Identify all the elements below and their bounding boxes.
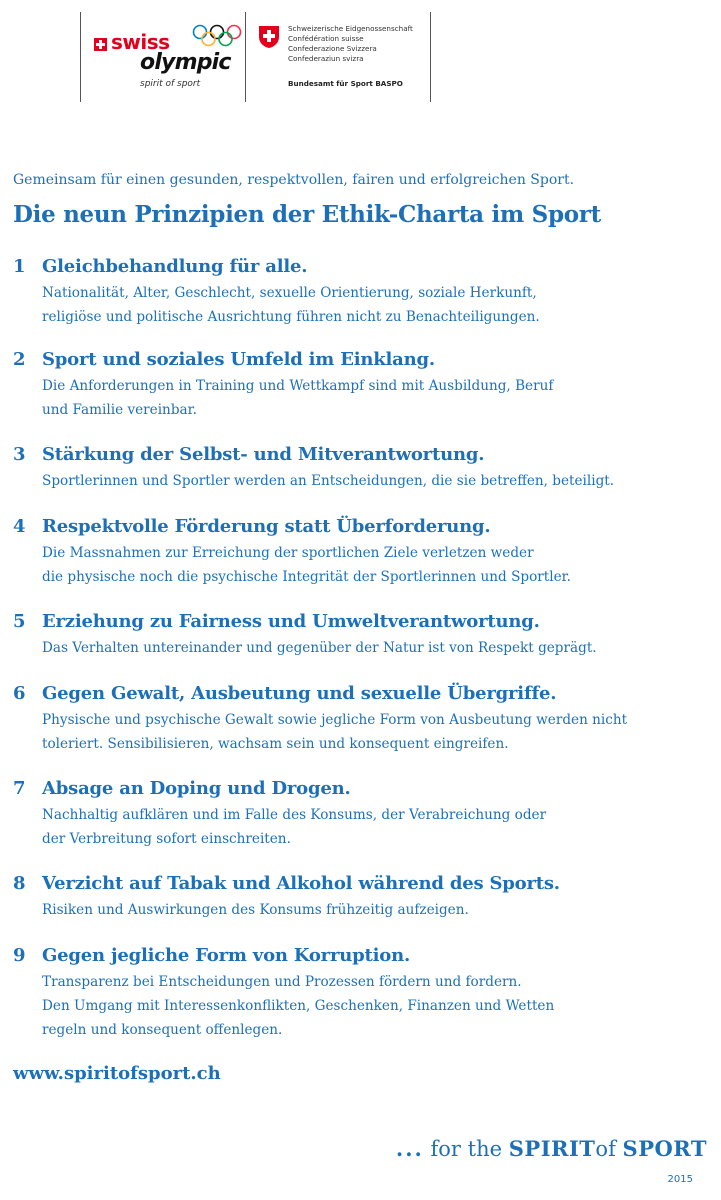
header <box>0 0 721 110</box>
description-line: der Verbreitung sofort einschreiten. <box>42 831 291 847</box>
principle-description <box>42 970 554 1042</box>
slogan-spirit: SPIRIT <box>508 1136 596 1161</box>
slogan-dots: ... <box>395 1136 424 1161</box>
logo-swiss-text: swiss <box>111 30 170 54</box>
principle-description <box>42 803 546 851</box>
confederation-line: Schweizerische Eidgenossenschaft <box>288 24 413 33</box>
description-line: regeln und konsequent offenlegen. <box>42 1022 283 1038</box>
principle-number: 6 <box>13 683 26 704</box>
description-line: und Familie vereinbar. <box>42 402 197 418</box>
confederation-line: Confédération suisse <box>288 34 364 43</box>
baspo-office-name: Bundesamt für Sport BASPO <box>288 79 403 88</box>
description-line: toleriert. Sensibilisieren, wachsam sein und konsequent eingreifen. <box>42 736 509 752</box>
principle-heading: Absage an Doping und Drogen. <box>42 778 351 799</box>
principle-heading: Gegen Gewalt, Ausbeutung und sexuelle Übergriffe. <box>42 683 557 704</box>
description-line: Nationalität, Alter, Geschlecht, sexuelle Orientierung, soziale Herkunft, <box>42 285 537 301</box>
divider-line <box>430 12 431 102</box>
slogan-prefix: for the <box>430 1137 503 1161</box>
principle-heading: Verzicht auf Tabak und Alkohol während des Sports. <box>42 873 560 894</box>
principle-number: 9 <box>13 945 26 966</box>
description-line: Nachhaltig aufklären und im Falle des Konsums, der Verabreichung oder <box>42 807 547 823</box>
slogan-sport: SPORT <box>622 1136 707 1161</box>
principle-heading: Erziehung zu Fairness und Umweltverantwortung. <box>42 611 540 632</box>
principle-heading: Sport und soziales Umfeld im Einklang. <box>42 349 435 370</box>
principle-heading: Stärkung der Selbst- und Mitverantwortung. <box>42 444 485 465</box>
footer-slogan <box>396 1136 707 1161</box>
confederation-names <box>288 24 413 64</box>
description-line: die physische noch die psychische Integrität der Sportlerinnen und Sportler. <box>42 569 571 585</box>
principle-heading: Gegen jegliche Form von Korruption. <box>42 945 411 966</box>
principle-description <box>42 541 571 589</box>
swiss-olympic-logo <box>92 22 237 92</box>
description-line: Das Verhalten untereinander und gegenüber der Natur ist von Respekt geprägt. <box>42 640 597 656</box>
confederation-logo <box>256 24 426 94</box>
divider-line <box>245 12 246 102</box>
principle-description <box>42 469 614 493</box>
logo-tagline: spirit of sport <box>140 79 201 89</box>
website-link[interactable]: www.spiritofsport.ch <box>13 1063 221 1084</box>
description-line: Transparenz bei Entscheidungen und Prozessen fördern und fordern. <box>42 974 522 990</box>
principle-number: 3 <box>13 444 26 465</box>
confederation-line: Confederaziun svizra <box>288 54 364 63</box>
principle-number: 1 <box>13 256 26 277</box>
principle-description <box>42 898 469 922</box>
description-line: Risiken und Auswirkungen des Konsums frühzeitig aufzeigen. <box>42 902 469 918</box>
logo-olympic-text: olympic <box>140 50 231 75</box>
page-title: Die neun Prinzipien der Ethik-Charta im Sport <box>13 201 601 228</box>
divider-line <box>80 12 81 102</box>
swiss-shield-icon <box>258 25 280 49</box>
principle-description <box>42 636 597 660</box>
principle-number: 5 <box>13 611 26 632</box>
description-line: Den Umgang mit Interessenkonflikten, Geschenken, Finanzen und Wetten <box>42 998 555 1014</box>
principle-heading: Gleichbehandlung für alle. <box>42 256 308 277</box>
description-line: Die Anforderungen in Training und Wettkampf sind mit Ausbildung, Beruf <box>42 378 554 394</box>
confederation-line: Confederazione Svizzera <box>288 44 377 53</box>
slogan-of: of <box>595 1137 616 1161</box>
year-label: 2015 <box>667 1174 693 1185</box>
principle-description <box>42 708 627 756</box>
principle-number: 7 <box>13 778 26 799</box>
principle-description <box>42 374 553 422</box>
principle-number: 2 <box>13 349 26 370</box>
principle-number: 4 <box>13 516 26 537</box>
intro-text: Gemeinsam für einen gesunden, respektvollen, fairen und erfolgreichen Sport. <box>13 172 575 188</box>
description-line: religiöse und politische Ausrichtung führen nicht zu Benachteiligungen. <box>42 309 540 325</box>
description-line: Sportlerinnen und Sportler werden an Entscheidungen, die sie betreffen, beteiligt. <box>42 473 615 489</box>
principle-description <box>42 281 540 329</box>
principle-heading: Respektvolle Förderung statt Überforderung. <box>42 516 491 537</box>
description-line: Physische und psychische Gewalt sowie jegliche Form von Ausbeutung werden nicht <box>42 712 628 728</box>
olympic-rings-icon <box>192 24 244 48</box>
principle-number: 8 <box>13 873 26 894</box>
swiss-cross-icon <box>94 38 107 51</box>
description-line: Die Massnahmen zur Erreichung der sportlichen Ziele verletzen weder <box>42 545 534 561</box>
